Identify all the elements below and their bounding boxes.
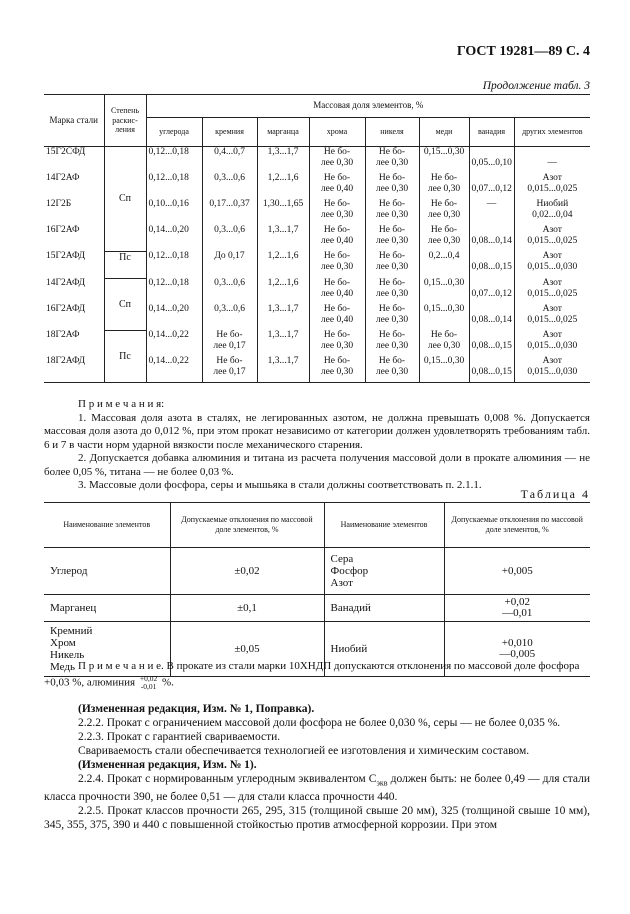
vanadium-value: 0,07...0,12 — [469, 278, 514, 304]
header-deviation-left: Допускаемые отклонения по массовой доле элементов, % — [170, 503, 324, 548]
body-text — [44, 702, 590, 832]
silicon-value: 0,3...0,6 — [202, 173, 257, 199]
vanadium-value: 0,08...0,14 — [469, 304, 514, 330]
silicon-value: 0,17...0,37 — [202, 199, 257, 225]
silicon-value: Не бо- лее 0,17 — [202, 356, 257, 383]
chromium-value: Не бо- лее 0,30 — [309, 147, 365, 174]
steel-grade: 15Г2АФД — [46, 251, 86, 261]
table-row — [44, 548, 590, 595]
steel-grade: 15Г2СФД — [46, 147, 86, 157]
manganese-value: 1,3...1,7 — [257, 356, 309, 383]
silicon-value: Не бо- лее 0,17 — [202, 330, 257, 356]
nickel-value: Не бо- лее 0,30 — [365, 304, 419, 330]
vanadium-value: 0,07...0,12 — [469, 173, 514, 199]
table-3-notes — [44, 398, 590, 493]
header-copper: меди — [419, 118, 469, 147]
header-grade: Марка стали — [44, 95, 104, 147]
chromium-value: Не бо- лее 0,30 — [309, 356, 365, 383]
nickel-value: Не бо- лее 0,30 — [365, 251, 419, 278]
note-1: 1. Массовая доля азота в сталях, не легированных азотом, не должна превышать 0,008 %. Допускается массовая доля азота до 0,012 %, при этом прокат независимо от категории должен удовлетворять требованиям табл. 6 и 7 в части норм ударной вязкости после механического старения. — [44, 411, 590, 451]
header-mass-fraction: Массовая доля элементов, % — [146, 95, 590, 118]
element-name: Ниобий — [324, 622, 444, 677]
header-nickel: никеля — [365, 118, 419, 147]
manganese-value: 1,3...1,7 — [257, 147, 309, 174]
copper-value: 0,15...0,30 — [419, 278, 469, 304]
weldability-text: Свариваемость стали обеспечивается технологией ее изготовления и химическим составом. — [78, 745, 530, 757]
notes-title: П р и м е ч а н и я: — [78, 398, 165, 410]
table-row — [44, 278, 590, 304]
vanadium-value: 0,08...0,15 — [469, 251, 514, 278]
manganese-value: 1,2...1,6 — [257, 251, 309, 278]
nickel-value: Не бо- лее 0,30 — [365, 225, 419, 251]
table-3-header-row — [44, 95, 590, 118]
element-name: Углерод — [44, 548, 170, 595]
chromium-value: Не бо- лее 0,40 — [309, 173, 365, 199]
copper-value: 0,15...0,30 — [419, 147, 469, 174]
copper-value: Не бо- лее 0,30 — [419, 173, 469, 199]
carbon-value: 0,14...0,22 — [146, 356, 202, 383]
chromium-value: Не бо- лее 0,40 — [309, 278, 365, 304]
nickel-value: Не бо- лее 0,30 — [365, 330, 419, 356]
deoxidation-group: Пс — [104, 330, 146, 383]
vanadium-value: 0,08...0,15 — [469, 330, 514, 356]
carbon-value: 0,12...0,18 — [146, 173, 202, 199]
header-vanadium: ванадия — [469, 118, 514, 147]
vanadium-value: 0,05...0,10 — [469, 147, 514, 174]
nickel-value: Не бо- лее 0,30 — [365, 356, 419, 383]
copper-value: Не бо- лее 0,30 — [419, 199, 469, 225]
table-row — [44, 595, 590, 622]
deviation-value: +0,005 — [444, 548, 590, 595]
carbon-value: 0,14...0,20 — [146, 225, 202, 251]
table-continuation-label: Продолжение табл. 3 — [482, 80, 590, 92]
deoxidation-group: Сп — [104, 278, 146, 330]
chromium-value: Не бо- лее 0,40 — [309, 304, 365, 330]
header-chromium: хрома — [309, 118, 365, 147]
other-elements-value: Азот 0,015...0,025 — [527, 173, 578, 194]
chromium-value: Не бо- лее 0,30 — [309, 330, 365, 356]
note-continuation: +0,03 %, алюминия +0,02 -0,01 %. — [44, 674, 174, 691]
table-4-title: Таблица 4 — [520, 487, 590, 501]
carbon-value: 0,14...0,22 — [146, 330, 202, 356]
other-elements-value: Азот 0,015...0,025 — [527, 278, 578, 299]
manganese-value: 1,2...1,6 — [257, 173, 309, 199]
clause-2-2-3: 2.2.3. Прокат с гарантией свариваемости. — [78, 731, 281, 743]
copper-value: 0,15...0,30 — [419, 304, 469, 330]
silicon-value: 0,3...0,6 — [202, 278, 257, 304]
silicon-value: До 0,17 — [202, 251, 257, 278]
other-elements-value: Азот 0,015...0,025 — [527, 304, 578, 325]
copper-value: Не бо- лее 0,30 — [419, 225, 469, 251]
silicon-value: 0,4...0,7 — [202, 147, 257, 174]
steel-grade: 14Г2АФ — [46, 173, 80, 183]
carbon-value: 0,14...0,20 — [146, 304, 202, 330]
table-row — [44, 330, 590, 356]
aluminium-tolerance: +0,02 -0,01 — [139, 674, 158, 691]
other-elements-value: Азот 0,015...0,030 — [527, 330, 578, 351]
header-element-name-left: Наименование элементов — [44, 503, 170, 548]
carbon-value: 0,10...0,16 — [146, 199, 202, 225]
clause-2-2-4: 2.2.4. Прокат с нормированным углеродным эквивалентом $С_{экв}$ должен быть: не более 0,49 — для стали класса прочности 390, не более 0,51 — для стали класса прочности 440. — [44, 773, 590, 804]
deoxidation-group: Сп — [104, 147, 146, 252]
silicon-value: 0,3...0,6 — [202, 225, 257, 251]
silicon-value: 0,3...0,6 — [202, 304, 257, 330]
nickel-value: Не бо- лее 0,30 — [365, 147, 419, 174]
manganese-value: 1,2...1,6 — [257, 278, 309, 304]
other-elements-value: Азот 0,015...0,030 — [514, 356, 590, 383]
manganese-value: 1,3...1,7 — [257, 225, 309, 251]
element-name: Ванадий — [324, 595, 444, 622]
deoxidation-group: Пс — [104, 251, 146, 278]
table-4-note — [44, 659, 590, 691]
header-deoxidation: Степень раскис-ления — [104, 95, 146, 147]
table-4-header-row — [44, 503, 590, 548]
copper-value: 0,2...0,4 — [419, 251, 469, 278]
header-silicon: кремния — [202, 118, 257, 147]
vanadium-value: — — [469, 199, 514, 225]
table-4-tolerances — [44, 502, 590, 677]
edit-note-1: (Измененная редакция, Изм. № 1, Поправка). — [78, 703, 315, 715]
deviation-value: +0,02 —0,01 — [444, 595, 590, 622]
deviation-value: ±0,1 — [170, 595, 324, 622]
chromium-value: Не бо- лее 0,30 — [309, 199, 365, 225]
nickel-value: Не бо- лее 0,30 — [365, 199, 419, 225]
deviation-value: +0,010 —0,005 — [444, 622, 590, 677]
other-elements-value: Ниобий 0,02...0,04 — [532, 199, 573, 220]
header-other: других элементов — [514, 118, 590, 147]
steel-grade: 14Г2АФД — [46, 278, 86, 288]
header-deviation-right: Допускаемые отклонения по массовой доле элементов, % — [444, 503, 590, 548]
clause-2-2-2: 2.2.2. Прокат с ограничением массовой доли фосфора не более 0,030 %, серы — не более 0,035 %. — [78, 717, 561, 729]
deviation-value: ±0,05 — [170, 622, 324, 677]
element-name: Сера Фосфор Азот — [324, 548, 444, 595]
nickel-value: Не бо- лее 0,30 — [365, 278, 419, 304]
steel-grade: 18Г2АФД — [44, 356, 104, 383]
vanadium-value: 0,08...0,15 — [469, 356, 514, 383]
manganese-value: 1,30...1,65 — [257, 199, 309, 225]
copper-value: 0,15...0,30 — [419, 356, 469, 383]
clause-2-2-5: 2.2.5. Прокат классов прочности 265, 295, 315 (толщиной свыше 20 мм), 325 (толщиной свыше 10 мм), 345, 355, 375, 390 и 440 с повышенной стойкостью против атмосферной коррозии. При этом — [44, 805, 590, 832]
header-carbon: углерода — [146, 118, 202, 147]
edit-note-2: (Измененная редакция, Изм. № 1). — [78, 759, 257, 771]
note-text: П р и м е ч а н и е. В прокате из стали марки 10ХНДП допускаются отклонения по массовой доле фосфора — [78, 660, 580, 672]
carbon-value: 0,12...0,18 — [146, 278, 202, 304]
nickel-value: Не бо- лее 0,30 — [365, 173, 419, 199]
steel-grade: 12Г2Б — [46, 199, 72, 209]
table-row — [44, 251, 590, 278]
table-row — [44, 147, 590, 174]
steel-grade: 16Г2АФД — [46, 304, 86, 314]
note-2: 2. Допускается добавка алюминия и титана из расчета получения массовой доли в прокате алюминия — не более 0,05 %, титана — не более 0,03 %. — [44, 452, 590, 478]
table-3-chemical-composition — [44, 94, 590, 383]
deviation-value: ±0,02 — [170, 548, 324, 595]
manganese-value: 1,3...1,7 — [257, 330, 309, 356]
document-reference: ГОСТ 19281—89 С. 4 — [456, 44, 590, 59]
steel-grade: 18Г2АФ — [46, 330, 80, 340]
other-elements-value: Азот 0,015...0,030 — [527, 251, 578, 272]
carbon-value: 0,12...0,18 — [146, 147, 202, 174]
header-manganese: марганца — [257, 118, 309, 147]
element-name: Кремний Хром Никель Медь — [44, 622, 170, 677]
header-element-name-right: Наименование элементов — [324, 503, 444, 548]
element-name: Марганец — [44, 595, 170, 622]
copper-value: Не бо- лее 0,30 — [419, 330, 469, 356]
steel-grade: 16Г2АФ — [46, 225, 80, 235]
chromium-value: Не бо- лее 0,30 — [309, 251, 365, 278]
manganese-value: 1,3...1,7 — [257, 304, 309, 330]
chromium-value: Не бо- лее 0,40 — [309, 225, 365, 251]
carbon-value: 0,12...0,18 — [146, 251, 202, 278]
vanadium-value: 0,08...0,14 — [469, 225, 514, 251]
other-elements-value: Азот 0,015...0,025 — [527, 225, 578, 246]
note-3: 3. Массовые доли фосфора, серы и мышьяка в стали должны соответствовать п. 2.1.1. — [78, 479, 482, 491]
other-elements-value: — — [547, 158, 558, 168]
